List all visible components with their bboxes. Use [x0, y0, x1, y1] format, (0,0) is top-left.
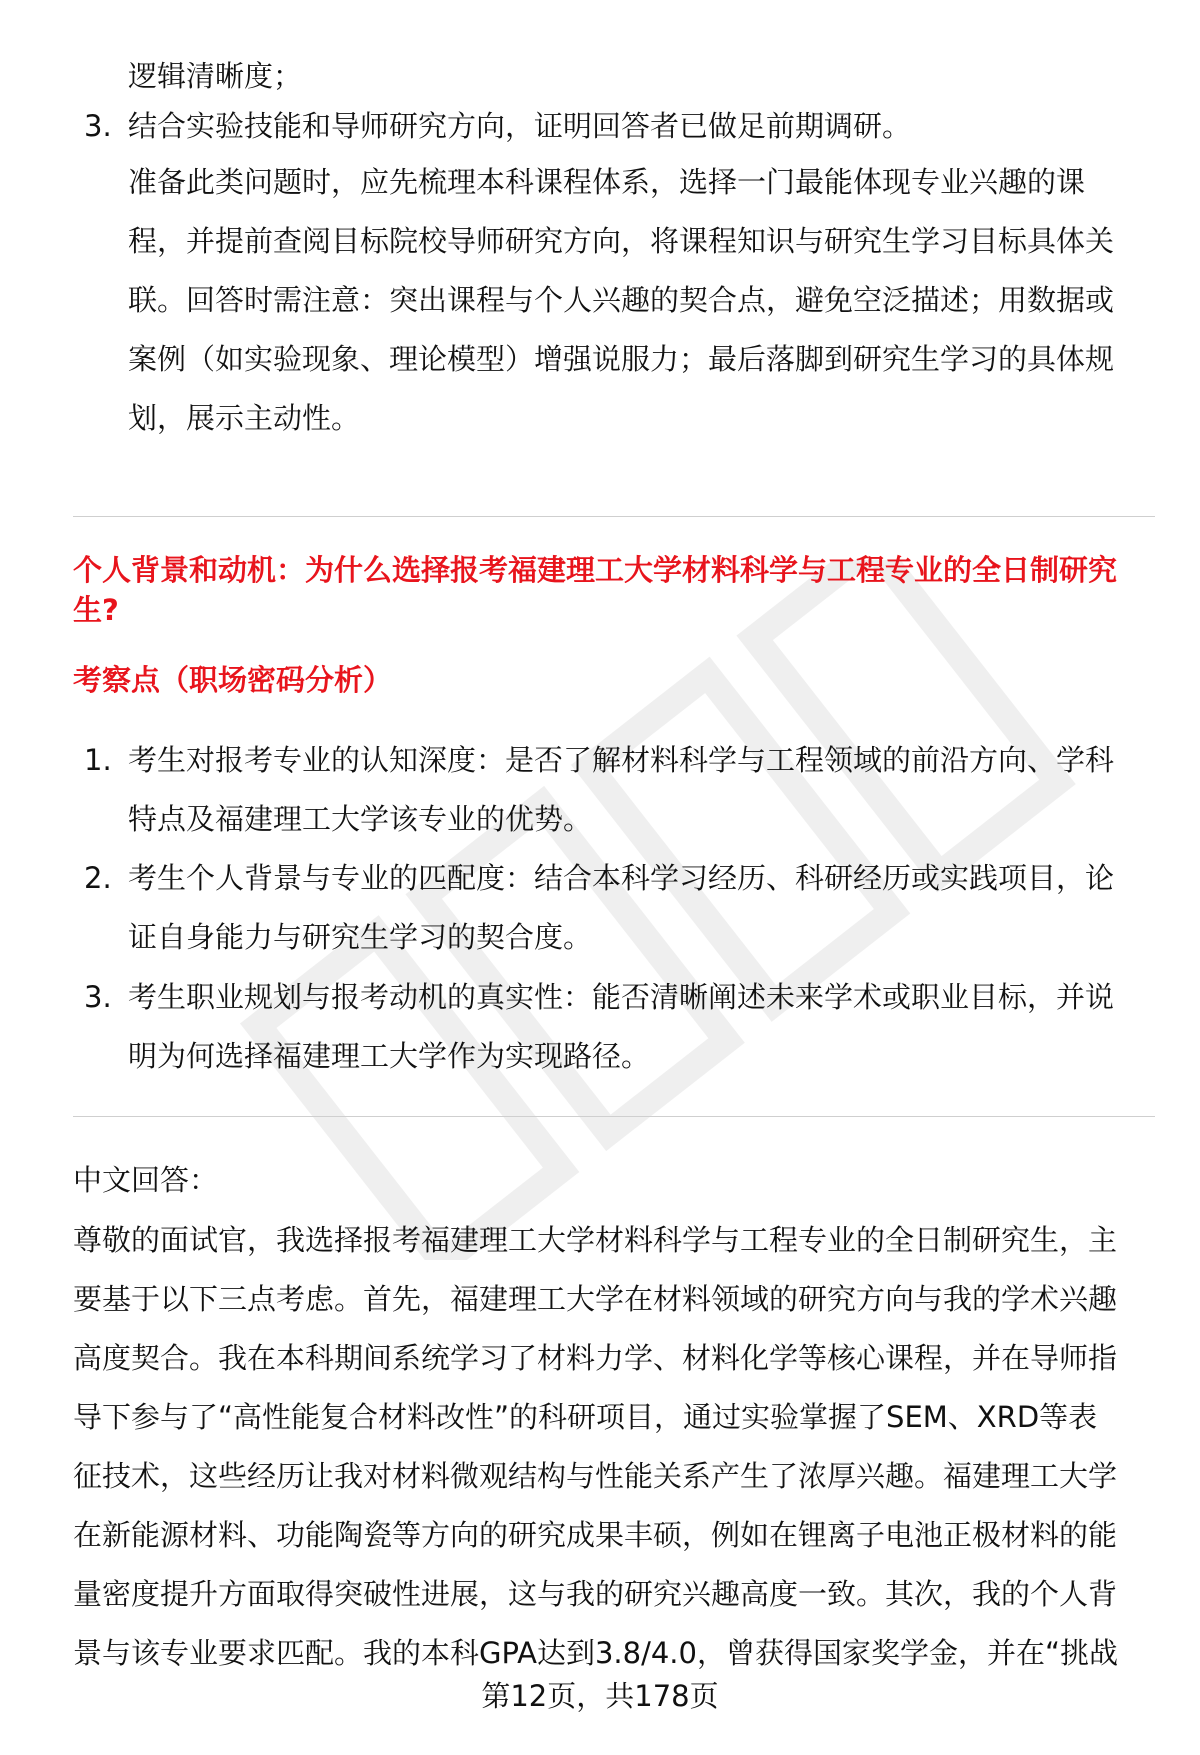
section-divider: [73, 1116, 1155, 1117]
exam-point-line: 考生个人背景与专业的匹配度：结合本科学习经历、科研经历或实践项目，论: [128, 861, 1115, 895]
question-heading-cont: 生?: [73, 593, 119, 627]
section-divider: [73, 516, 1155, 517]
exam-points-heading: 考察点（职场密码分析）: [73, 663, 393, 697]
intro-para-line: 案例（如实验现象、理论模型）增强说服力；最后落脚到研究生学习的具体规: [128, 342, 1115, 376]
answer-line: 量密度提升方面取得突破性进展，这与我的研究兴趣高度一致。其次，我的个人背: [73, 1577, 1118, 1611]
intro-item3-number: 3.: [84, 109, 112, 143]
exam-point-number: 1.: [84, 743, 112, 777]
answer-label: 中文回答：: [73, 1163, 219, 1197]
answer-line: 景与该专业要求匹配。我的本科GPA达到3.8/4.0，曾获得国家奖学金，并在“挑战: [73, 1636, 1118, 1670]
answer-line: 高度契合。我在本科期间系统学习了材料力学、材料化学等核心课程，并在导师指: [73, 1341, 1118, 1375]
intro-para-line: 准备此类问题时，应先梳理本科课程体系，选择一门最能体现专业兴趣的课: [128, 165, 1086, 199]
exam-point-line: 证自身能力与研究生学习的契合度。: [128, 920, 593, 954]
exam-point-line: 考生职业规划与报考动机的真实性：能否清晰阐述未来学术或职业目标，并说: [128, 980, 1115, 1014]
intro-line-top: 逻辑清晰度；: [128, 59, 303, 93]
answer-line: 在新能源材料、功能陶瓷等方向的研究成果丰硕，例如在锂离子电池正极材料的能: [73, 1518, 1118, 1552]
exam-point-number: 3.: [84, 980, 112, 1014]
intro-item3-text: 结合实验技能和导师研究方向，证明回答者已做足前期调研。: [128, 109, 912, 143]
answer-line: 征技术，这些经历让我对材料微观结构与性能关系产生了浓厚兴趣。福建理工大学: [73, 1459, 1118, 1493]
answer-line: 导下参与了“高性能复合材料改性”的科研项目，通过实验掌握了SEM、XRD等表: [73, 1400, 1098, 1434]
exam-point-line: 特点及福建理工大学该专业的优势。: [128, 802, 593, 836]
question-heading: 个人背景和动机：为什么选择报考福建理工大学材料科学与工程专业的全日制研究: [73, 553, 1118, 587]
intro-para-line: 联。回答时需注意：突出课程与个人兴趣的契合点，避免空泛描述；用数据或: [128, 283, 1115, 317]
exam-point-number: 2.: [84, 861, 112, 895]
intro-para-line: 划，展示主动性。: [128, 401, 361, 435]
page-number-footer: 第12页，共178页: [481, 1679, 719, 1713]
answer-line: 要基于以下三点考虑。首先，福建理工大学在材料领域的研究方向与我的学术兴趣: [73, 1282, 1118, 1316]
intro-para-line: 程，并提前查阅目标院校导师研究方向，将课程知识与研究生学习目标具体关: [128, 224, 1115, 258]
exam-point-line: 考生对报考专业的认知深度：是否了解材料科学与工程领域的前沿方向、学科: [128, 743, 1115, 777]
answer-line: 尊敬的面试官，我选择报考福建理工大学材料科学与工程专业的全日制研究生，主: [73, 1223, 1118, 1257]
exam-point-line: 明为何选择福建理工大学作为实现路径。: [128, 1039, 651, 1073]
